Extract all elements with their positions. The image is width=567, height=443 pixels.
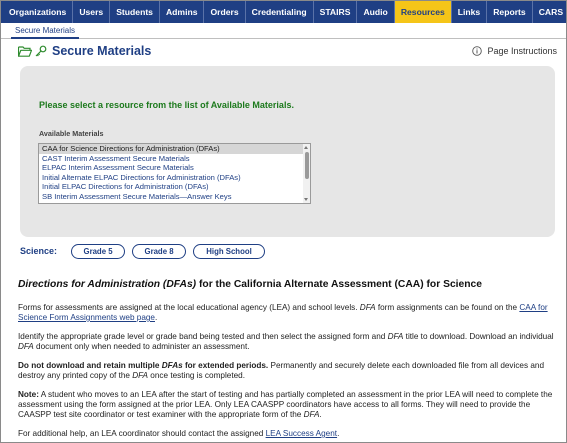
list-item[interactable]: CAST Interim Assessment Secure Materials [42, 153, 190, 163]
text: Identify the appropriate grade level or grade band being tested and then select the assigned form and [18, 332, 388, 341]
text: . [154, 313, 158, 322]
high-school-button[interactable]: High School [193, 244, 265, 259]
text: DFA [132, 371, 149, 380]
page-header [18, 44, 151, 58]
nav-links[interactable]: Links [452, 1, 487, 23]
text: Note: [18, 390, 39, 399]
text: Forms for assessments are assigned at the local educational agency (LEA) and school levels. [18, 303, 360, 312]
list-item[interactable]: ELPAC Interim Assessment Secure Materials [42, 163, 194, 173]
text: . [319, 410, 322, 419]
sub-tabs [1, 23, 566, 39]
key-icon [35, 45, 47, 57]
text: DFA [359, 303, 376, 312]
nav-credentialing[interactable]: Credentialing [246, 1, 314, 23]
paragraph-note [18, 390, 554, 420]
text: document only when needed to administer an assessment. [33, 342, 250, 351]
dfa-content [18, 279, 554, 443]
list-item[interactable]: CAA for Science Directions for Administration (DFAs) [39, 144, 310, 154]
folder-open-icon [18, 46, 32, 57]
selection-prompt: Please select a resource from the list of Available Materials. [39, 100, 294, 110]
nav-orders[interactable]: Orders [204, 1, 245, 23]
page-instructions-link[interactable] [472, 46, 557, 56]
nav-resources[interactable]: Resources [395, 1, 452, 23]
text: DFAs [161, 361, 183, 370]
text: title to download. Download an individual [403, 332, 554, 341]
scroll-down-icon[interactable] [304, 198, 308, 201]
paragraph-help [18, 429, 554, 439]
text: for extended periods. [182, 361, 269, 370]
text: Do not download and retain multiple [18, 361, 162, 370]
lea-success-agent-link[interactable]: LEA Success Agent [265, 429, 338, 438]
content-heading [18, 279, 554, 290]
text: form assignments can be found on the [375, 303, 520, 312]
paragraph-forms [18, 303, 554, 323]
text: DFA [303, 410, 320, 419]
scroll-thumb[interactable] [305, 152, 309, 179]
top-nav [1, 1, 566, 23]
science-label: Science: [20, 246, 58, 256]
text: DFA [18, 342, 34, 351]
text: . [337, 429, 340, 438]
nav-admins[interactable]: Admins [160, 1, 205, 23]
paragraph-identify [18, 332, 554, 352]
nav-audio[interactable]: Audio [357, 1, 394, 23]
scroll-up-icon[interactable] [304, 146, 308, 149]
heading-rest: for the California Alternate Assessment (CAA) for Science [196, 279, 483, 290]
paragraph-do-not-download [18, 361, 554, 381]
page-title: Secure Materials [52, 44, 152, 58]
list-item[interactable]: SB Interim Assessment Secure Materials—Answer Keys [42, 191, 232, 201]
page-instructions-label: Page Instructions [487, 46, 557, 56]
form-assignments-link[interactable]: CAA for Science Form Assignments web page [18, 303, 548, 322]
available-materials-listbox[interactable] [38, 143, 311, 204]
list-item[interactable]: Initial ELPAC Directions for Administration (DFAs) [42, 182, 209, 192]
science-filter [20, 243, 272, 259]
nav-cars[interactable]: CARS [538, 7, 564, 17]
text: For additional help, an LEA coordinator should contact the assigned [18, 429, 266, 438]
nav-organizations[interactable]: Organizations [3, 1, 73, 23]
nav-stairs[interactable]: STAIRS [314, 1, 358, 23]
text: once testing is completed. [148, 371, 245, 380]
heading-emphasis: Directions for Administration (DFAs) [18, 279, 197, 290]
text: Permanently and securely delete each downloaded file from all devices and destroy any printed copy of the [18, 361, 545, 380]
info-icon [472, 46, 482, 56]
listbox-scrollbar[interactable] [303, 144, 310, 203]
grade-5-button[interactable]: Grade 5 [71, 244, 125, 259]
nav-reports[interactable]: Reports [487, 1, 532, 23]
available-materials-label: Available Materials [39, 129, 104, 138]
grade-8-button[interactable]: Grade 8 [132, 244, 186, 259]
nav-students[interactable]: Students [110, 1, 160, 23]
materials-panel [20, 66, 555, 237]
text: DFA [387, 332, 404, 341]
list-item[interactable]: Initial Alternate ELPAC Directions for Administration (DFAs) [42, 172, 241, 182]
nav-users[interactable]: Users [73, 1, 110, 23]
text: A student who moves to an LEA after the start of testing and has partially completed an assessment in the prior LEA will need to complete the assessment using the form assigned at the prior LEA. Only LEA CAASPP coordinators have access to all forms. They will need to provide the CAASPP test site coordinator or test examiner with the appropriate form of the [18, 390, 553, 419]
tab-secure-materials[interactable]: Secure Materials [11, 26, 79, 39]
